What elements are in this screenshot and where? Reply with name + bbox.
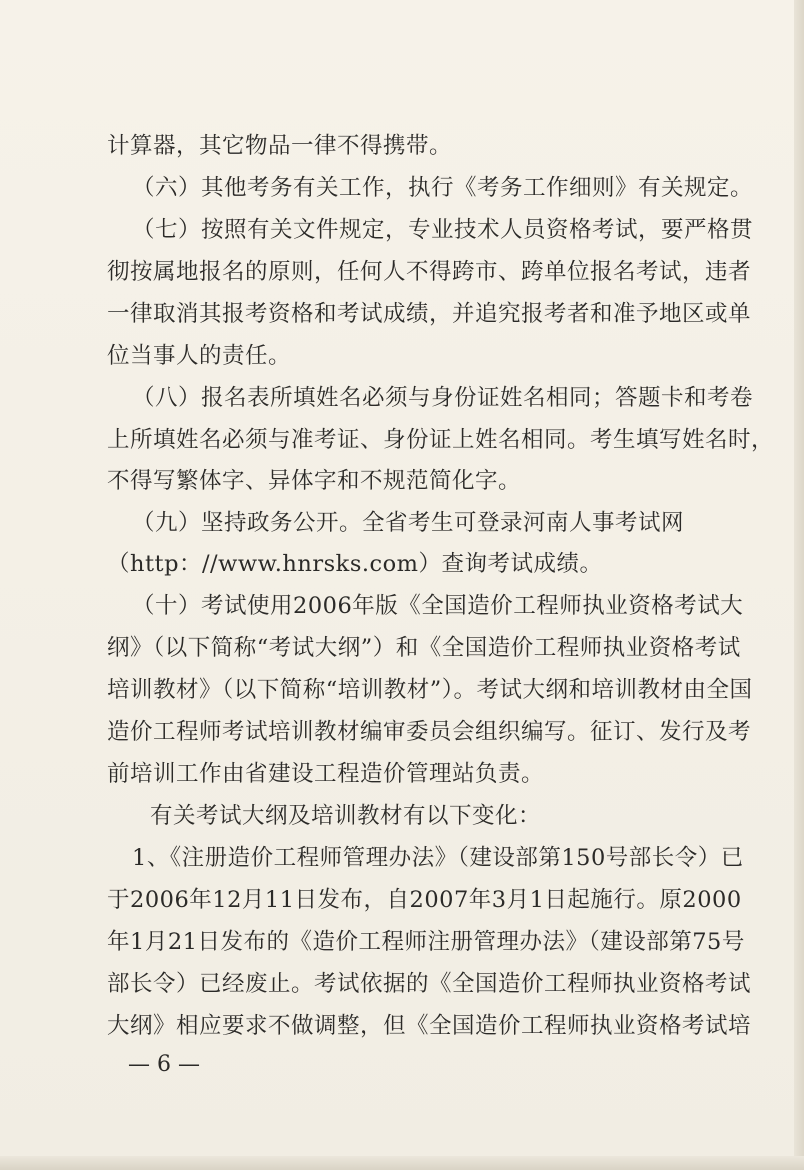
text-line: （九）坚持政务公开。全省考生可登录河南人事考试网: [132, 510, 685, 536]
text-line: 计算器，其它物品一律不得携带。: [107, 133, 453, 159]
text-line: 上所填姓名必须与准考证、身份证上姓名相同。考生填写姓名时，: [107, 427, 775, 453]
page-edge-bottom: [0, 1156, 804, 1170]
text-line: 部长令）已经废止。考试依据的《全国造价工程师执业资格考试: [107, 971, 752, 997]
text-line: （七）按照有关文件规定，专业技术人员资格考试，要严格贯: [132, 217, 754, 243]
text-line: （http：//www.hnrsks.com）查询考试成绩。: [107, 551, 603, 577]
text-line: 有关考试大纲及培训教材有以下变化：: [150, 803, 542, 829]
text-line: 前培训工作由省建设工程造价管理站负责。: [107, 761, 545, 787]
text-line: （六）其他考务有关工作，执行《考务工作细则》有关规定。: [132, 175, 754, 201]
text-line: 不得写繁体字、异体字和不规范简化字。: [107, 468, 522, 494]
page-edge-right: [794, 0, 804, 1170]
text-line: （十）考试使用2006年版《全国造价工程师执业资格考试大: [132, 593, 744, 619]
text-line: 一律取消其报考资格和考试成绩，并追究报考者和准予地区或单: [107, 301, 752, 327]
text-line: 培训教材》（以下简称“培训教材”）。考试大纲和培训教材由全国: [107, 677, 753, 703]
text-line: 1、《注册造价工程师管理办法》（建设部第150号部长令）已: [132, 845, 744, 871]
page-number: — 6 —: [128, 1052, 200, 1077]
text-line: 大纲》相应要求不做调整，但《全国造价工程师执业资格考试培: [107, 1013, 752, 1039]
text-line: 造价工程师考试培训教材编审委员会组织编写。征订、发行及考: [107, 719, 752, 745]
text-line: 位当事人的责任。: [107, 343, 292, 369]
text-line: 纲》（以下简称“考试大纲”）和《全国造价工程师执业资格考试: [107, 635, 741, 661]
text-line: 彻按属地报名的原则，任何人不得跨市、跨单位报名考试，违者: [107, 259, 752, 285]
text-line: 于2006年12月11日发布，自2007年3月1日起施行。原2000: [107, 887, 742, 913]
text-line: 年1月21日发布的《造价工程师注册管理办法》（建设部第75号: [107, 929, 745, 955]
text-line: （八）报名表所填姓名必须与身份证姓名相同；答题卡和考卷: [132, 385, 754, 411]
